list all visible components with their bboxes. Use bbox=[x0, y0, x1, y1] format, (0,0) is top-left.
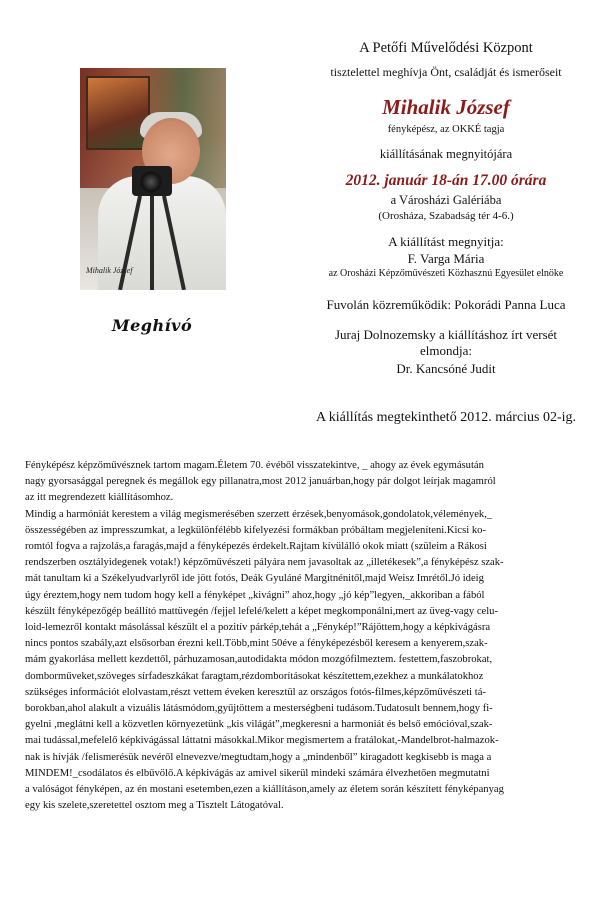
body-line: nincs pontos szabály,azt elsősorban érezni kell.Több,mint 50éve a fényképezésből keresem a kenyerem,szak- bbox=[25, 638, 488, 650]
body-line: Fényképész képzőművésznek tartom magam.Életem 70. évéből visszatekintve, _ ahogy az évek egymásután bbox=[25, 460, 484, 471]
poem-line-2: elmondja: bbox=[420, 343, 472, 358]
artist-role: fényképész, az OKKÉ tagja bbox=[387, 124, 505, 135]
opener-name: F. Varga Mária bbox=[407, 251, 485, 266]
portrait-photo bbox=[80, 68, 226, 290]
body-line: MINDEM!_csodálatos és elbűvölő.A képkivágás az amivel sikerül mindeki számára élvezhetően megmutatni bbox=[25, 767, 490, 779]
body-line: borokban,ahol alakult a vizuális látásmódom,gyűjtöttem a mesterségbeni tudásom.Tudatosult bennem,hogy fi- bbox=[25, 703, 493, 715]
venue: a Városházi Galériába bbox=[390, 193, 502, 207]
invitation-title: Meghívó bbox=[111, 316, 193, 335]
body-line: gyelni ,meglátni kell a közvetlen környezetünk „kis világát”,megkeresni a harmoniát és belső emócióval,szak- bbox=[25, 719, 493, 731]
poem-reader: Dr. Kancsóné Judit bbox=[396, 361, 496, 376]
body-line: mám gyakorlása mellett kezdettől, párhuzamosan,autodidakta módon mozgófilmeztem. festettem,faszobrokat, bbox=[25, 654, 493, 666]
body-line: összességében az impresszumkat, a legkülönfélébb kifelyezési formákban próbáltam megjeleníteni.Kicsi ko- bbox=[25, 524, 486, 536]
body-line: egy kis szelete,szeretettel osztom meg a Tisztelt Látogatóval. bbox=[25, 800, 284, 812]
body-line: mai tudással,mefelelő képkivágással láttatni másokkal.Mikor megismertem a fratálokat,-Mandelbrot-halmazok- bbox=[25, 735, 499, 747]
photo-signature: Mihalik József bbox=[86, 266, 133, 275]
body-line: a valóságot fényképen, az én mostani esetemben,ezen a kiállításon,amely az életem során készített fényképanyag bbox=[25, 784, 504, 796]
body-line: nak is hívják /felismerésük nevéről elnevezve/megtudtam,hogy a „mindenből” kiragadott kegkisebb is maga a bbox=[25, 751, 492, 763]
body-line: mát tanultam ki a Székelyudvarlyről ide jött fotós, Deák Gyuláné Margitnénitől,majd Weisz Imrétől.Jó ideig bbox=[25, 573, 484, 585]
body-line: szükséges információt elolvastam,részt vettem éveken keresztül az országos fotós-filmes,képzőművészeti tá- bbox=[25, 686, 486, 698]
body-line: nagy gyorsasággal peregnek és megállok egy pillanatra,most 2012 januárban,hogy pár dolgot leírjak magamról bbox=[25, 476, 496, 488]
opener-org: az Orosházi Képzőművészeti Közhasznú Egyesület elnöke bbox=[328, 268, 564, 279]
artist-name: Mihalik József bbox=[382, 95, 510, 119]
body-line: Mindig a harmóniát kerestem a világ megismerésében szerzett érzések,benyomások,gondolatok,vélemények,_ bbox=[25, 508, 493, 520]
exhibition-until: A kiállítás megtekinthető 2012. március 02-ig. bbox=[315, 410, 577, 425]
organizer: A Petőfi Művelődési Központ bbox=[359, 40, 533, 56]
poem-line-1: Juraj Dolnozemsky a kiállításhoz írt versét bbox=[334, 327, 558, 342]
poem-credit bbox=[296, 327, 596, 359]
artist-statement bbox=[25, 458, 590, 814]
body-line: úgy éreztem,hogy nem tudom hogy kell a fényképet „kivágni” ahoz,hogy „jó kép”legyen,_akkoriban a fából bbox=[25, 589, 485, 601]
body-line: rendszerben osztályidegenek votak!) képzőművészeti pályára nem javasoltak az „illetékesek”,a fényképész szak- bbox=[25, 557, 504, 569]
event-datetime: 2012. január 18-án 17.00 órára bbox=[345, 172, 547, 189]
music-credit: Fuvolán közreműködik: Pokorádi Panna Luca bbox=[326, 297, 566, 312]
body-line: az itt megrendezett kiállításomhoz. bbox=[25, 492, 174, 504]
body-line: loid-lemezről kontakt másolással készült el a pozitív párkép,tehát a „Fénykép!”Rájöttem,hogy a képkivágásra bbox=[25, 622, 491, 634]
invite-line: tisztelettel meghívja Önt, családját és ismerőseit bbox=[330, 65, 562, 79]
body-line: készült fényképezőgép beállító mattüvegén /fejjel lefelé/kelett a képet megkomponálni,mert az üveg-vagy celu- bbox=[25, 605, 498, 617]
body-line: romtól fogva a rajzolás,a faragás,majd a fényképezés érdekelt.Rajtam kívülálló okok miatt (szüleim a Rákosi bbox=[25, 541, 487, 553]
body-line: domborműveket,szöveges sírfadeszkákat faragtam,rézdomborításokat készítettem,ezekhez a munkálatokhoz bbox=[25, 670, 484, 682]
address: (Orosháza, Szabadság tér 4-6.) bbox=[378, 210, 514, 222]
opener-label: A kiállítást megnyitja: bbox=[388, 234, 504, 249]
event-line: kiállításának megnyitójára bbox=[379, 147, 513, 161]
